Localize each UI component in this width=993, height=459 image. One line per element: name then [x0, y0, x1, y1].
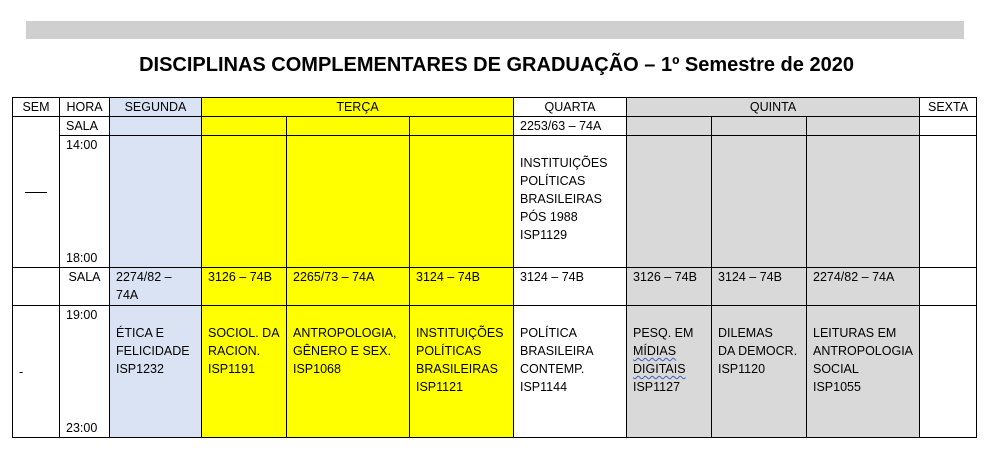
header-hora: HORA — [60, 98, 110, 117]
block1-quinta2-course — [712, 136, 807, 268]
block2-quarta-course — [514, 306, 627, 438]
block2-terca2-room: 2265/73 – 74A — [287, 268, 410, 306]
header-segunda: SEGUNDA — [110, 98, 202, 117]
block2-quinta2-room: 3124 – 74B — [712, 268, 807, 306]
course-line: RACION. — [208, 344, 261, 358]
block1-quinta1-room — [627, 117, 712, 136]
block2-course-row — [13, 306, 977, 438]
course-code: ISP1129 — [520, 228, 568, 242]
block1-sala-row — [13, 117, 977, 136]
course-line-spellcheck: DIGITAIS — [633, 362, 686, 376]
course-line: INSTITUIÇÕES — [416, 326, 504, 340]
course-line: CONTEMP. — [520, 362, 585, 376]
block1-terca1-room — [202, 117, 287, 136]
block2-quinta3-room: 2274/82 – 74A — [807, 268, 920, 306]
header-sexta: SEXTA — [920, 98, 977, 117]
block2-time-end: 23:00 — [66, 421, 98, 435]
course-code: ISP1055 — [813, 380, 861, 394]
header-quarta: QUARTA — [514, 98, 627, 117]
block1-quarta-room: 2253/63 – 74A — [514, 117, 627, 136]
block2-sem-cell: - — [13, 306, 60, 438]
course-code: ISP1232 — [116, 362, 164, 376]
course-line: GÊNERO E SEX. — [293, 344, 391, 358]
block1-segunda-course — [110, 136, 202, 268]
course-line: SOCIAL — [813, 362, 859, 376]
course-line: POLÍTICAS — [520, 174, 586, 188]
block2-terca3-course — [410, 306, 514, 438]
sem-dash-mark — [25, 192, 47, 193]
block2-sexta-course — [920, 306, 977, 438]
block1-segunda-room — [110, 117, 202, 136]
course-line: INSTITUIÇÕES — [520, 156, 608, 170]
block1-terca1-course — [202, 136, 287, 268]
course-line: PESQ. EM — [633, 326, 694, 340]
block2-terca3-room: 3124 – 74B — [410, 268, 514, 306]
block1-terca2-room — [287, 117, 410, 136]
block1-quarta-course — [514, 136, 627, 268]
course-line: ÉTICA E — [116, 326, 164, 340]
block1-time-start: 14:00 — [66, 138, 98, 152]
course-line: LEITURAS EM — [813, 326, 897, 340]
course-line: ANTROPOLOGIA — [813, 344, 914, 358]
block2-time-cell — [60, 306, 110, 438]
course-line: DILEMAS — [718, 326, 773, 340]
block2-quarta-room: 3124 – 74B — [514, 268, 627, 306]
course-code: ISP1068 — [293, 362, 341, 376]
block1-sexta-room — [920, 117, 977, 136]
block1-course-row — [13, 136, 977, 268]
header-row — [13, 98, 977, 117]
course-code: ISP1127 — [633, 380, 681, 394]
block2-sala-row — [13, 268, 977, 306]
block1-quinta1-course — [627, 136, 712, 268]
header-terca: TERÇA — [202, 98, 514, 117]
course-line: ANTROPOLOGIA, — [293, 326, 397, 340]
course-code: ISP1121 — [416, 380, 464, 394]
block1-quinta3-course — [807, 136, 920, 268]
course-line: PÓS 1988 — [520, 210, 578, 224]
header-bar — [26, 21, 964, 39]
block1-time-cell — [60, 136, 110, 268]
block2-sexta-room — [920, 268, 977, 306]
header-sem: SEM — [13, 98, 60, 117]
block2-quinta1-room: 3126 – 74B — [627, 268, 712, 306]
block2-terca2-course — [287, 306, 410, 438]
block2-terca1-room: 3126 – 74B — [202, 268, 287, 306]
course-code: ISP1120 — [718, 362, 766, 376]
block1-terca2-course — [287, 136, 410, 268]
course-line: SOCIOL. DA — [208, 326, 280, 340]
course-code: ISP1191 — [208, 362, 256, 376]
course-line: DA DEMOCR. — [718, 344, 798, 358]
block1-quinta2-room — [712, 117, 807, 136]
block2-time-start: 19:00 — [66, 308, 98, 322]
course-code: ISP1144 — [520, 380, 568, 394]
block2-sem-blank — [13, 268, 60, 306]
course-line: POLÍTICAS — [416, 344, 482, 358]
course-line: BRASILEIRAS — [520, 192, 602, 206]
page-title: DISCIPLINAS COMPLEMENTARES DE GRADUAÇÃO – 1º Semestre de 2020 — [139, 54, 854, 76]
block1-terca3-room — [410, 117, 514, 136]
block2-sala-label: SALA — [60, 268, 110, 306]
block1-time-end: 18:00 — [66, 251, 98, 265]
course-line: BRASILEIRA — [520, 344, 594, 358]
course-line: BRASILEIRAS — [416, 362, 498, 376]
block2-quinta2-course — [712, 306, 807, 438]
course-line-spellcheck: MÍDIAS — [633, 344, 677, 358]
room-line: 74A — [116, 288, 139, 302]
block1-sexta-course — [920, 136, 977, 268]
block2-quinta3-course — [807, 306, 920, 438]
course-line: FELICIDADE — [116, 344, 190, 358]
block2-segunda-course — [110, 306, 202, 438]
block2-terca1-course — [202, 306, 287, 438]
block2-quinta1-course — [627, 306, 712, 438]
course-line: POLÍTICA — [520, 326, 577, 340]
block1-sem-cell — [13, 117, 60, 268]
block2-segunda-room — [110, 268, 202, 306]
block1-quinta3-room — [807, 117, 920, 136]
block1-sala-label: SALA — [60, 117, 110, 136]
schedule-table — [12, 97, 977, 438]
header-quinta: QUINTA — [627, 98, 920, 117]
room-line: 2274/82 – — [116, 270, 172, 284]
block1-terca3-course — [410, 136, 514, 268]
